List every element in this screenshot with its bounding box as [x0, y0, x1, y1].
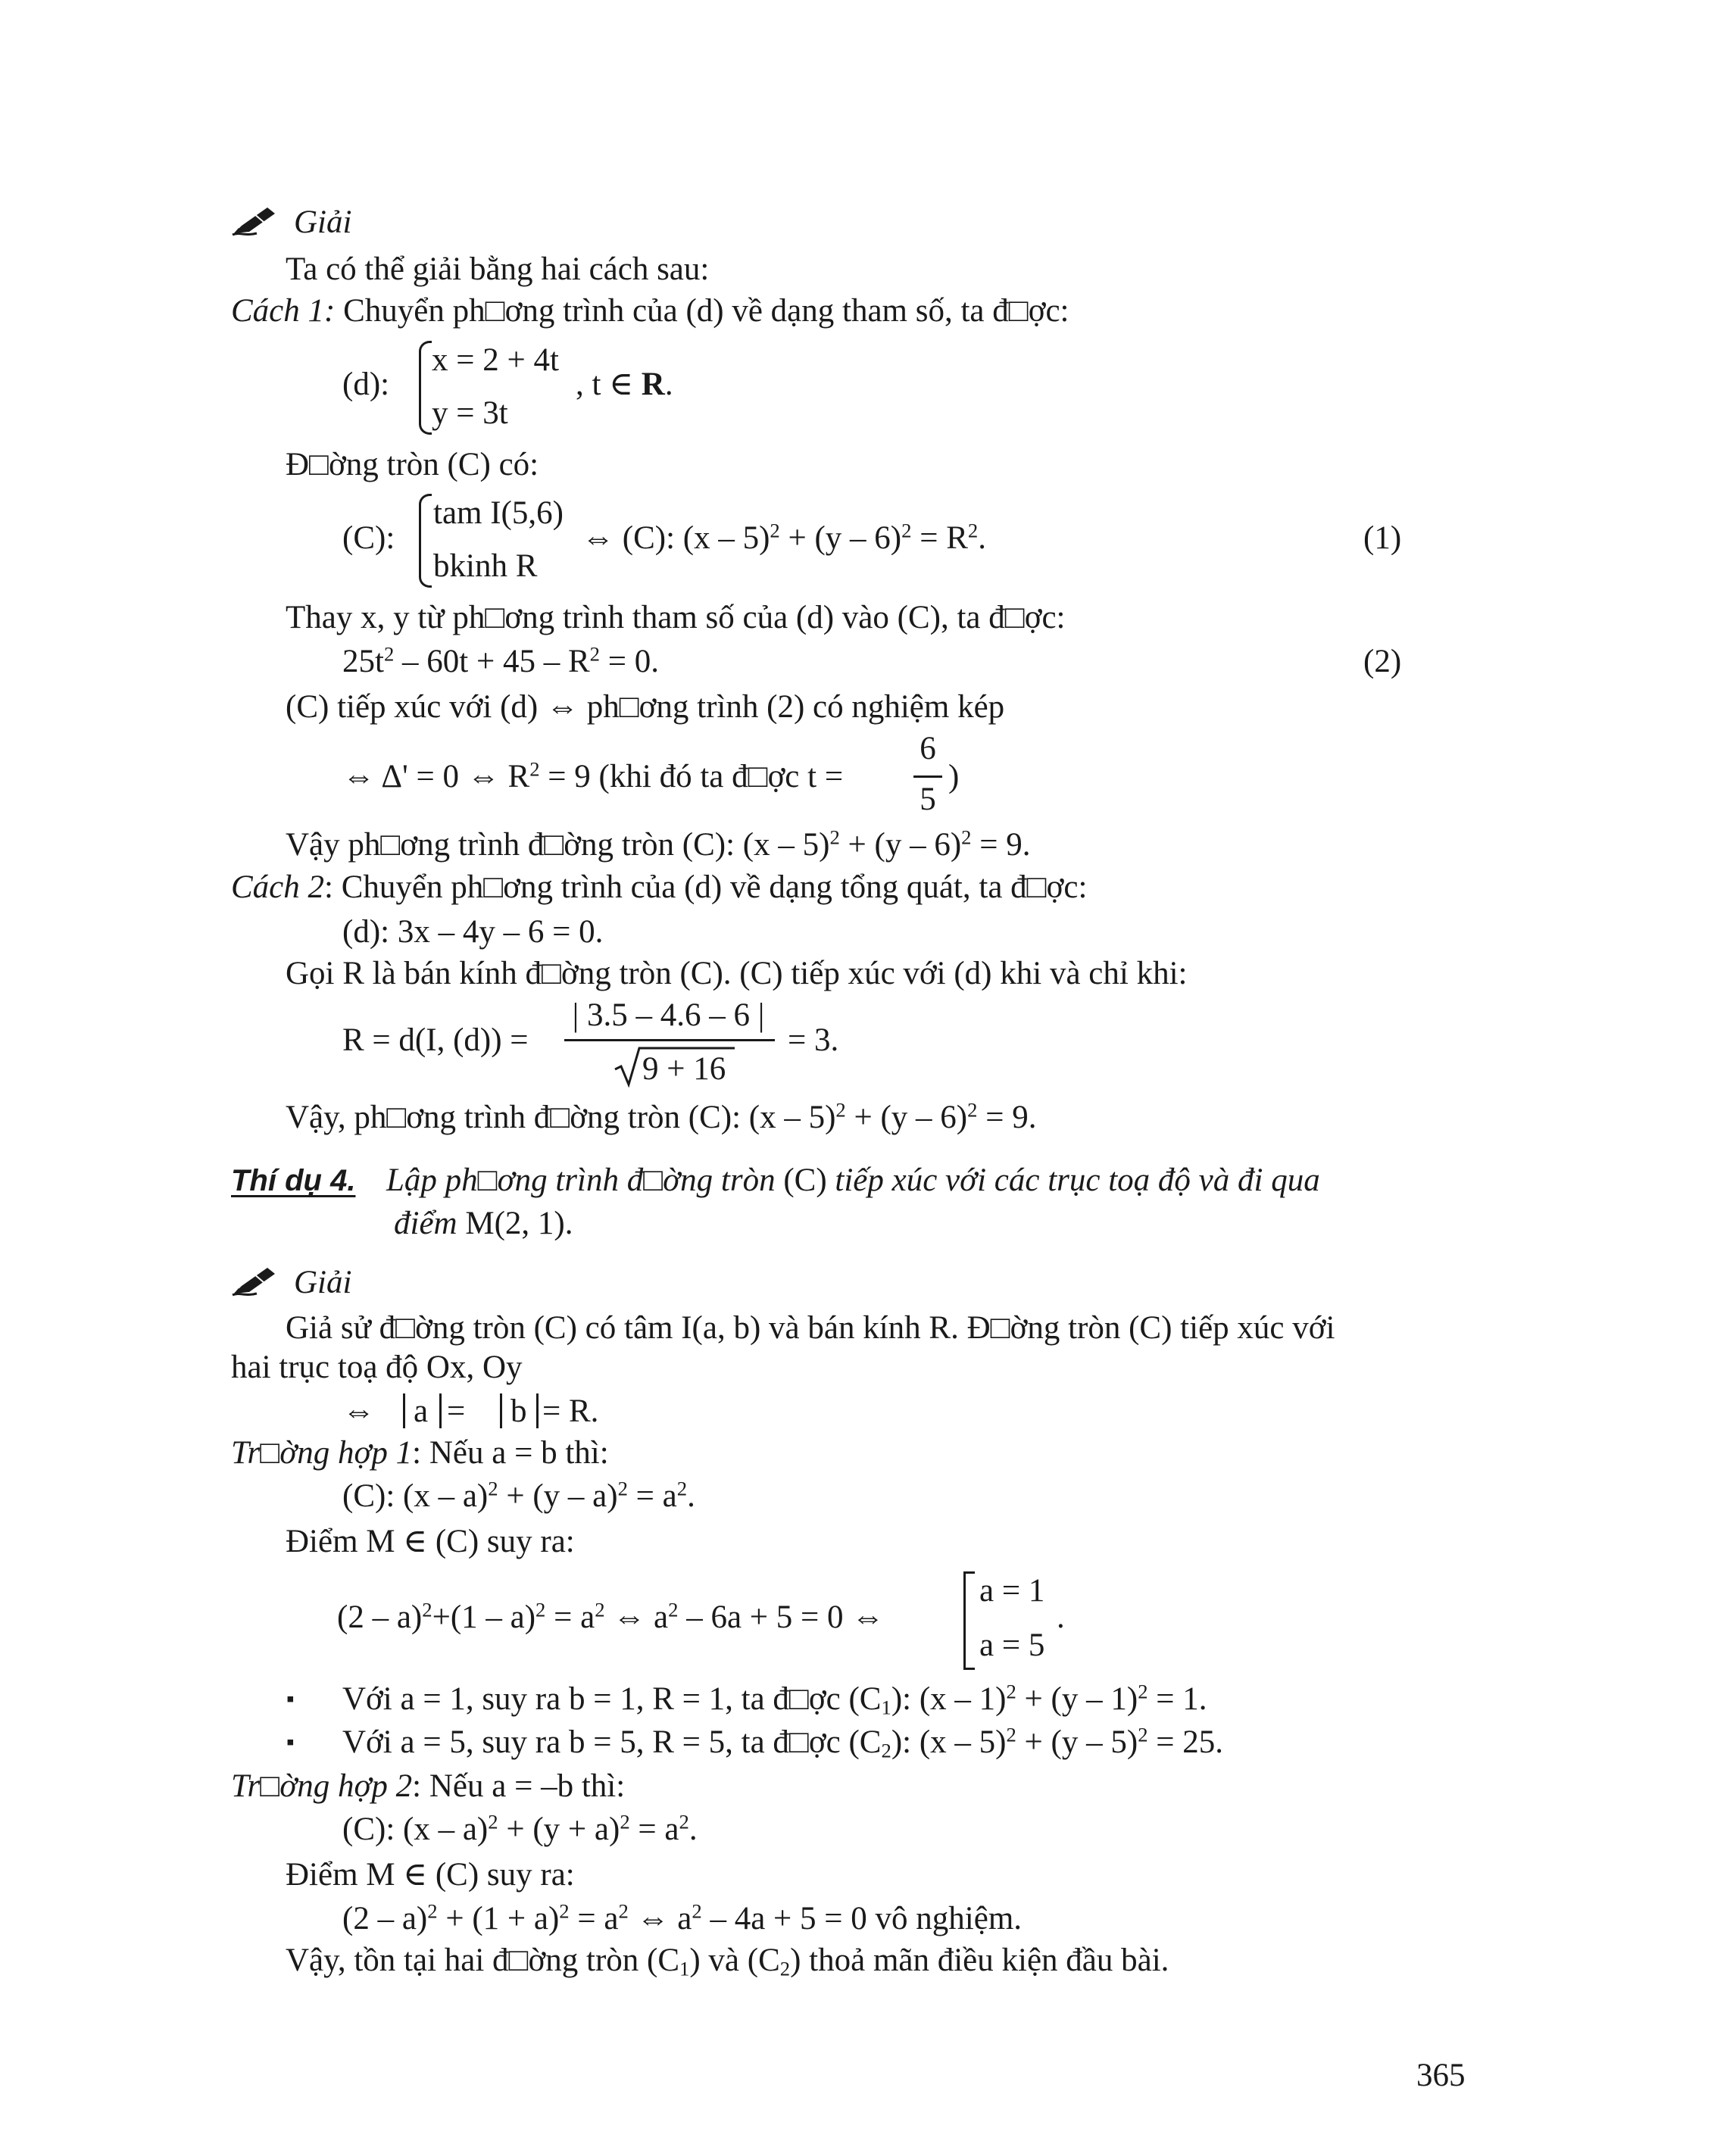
method2-label: Cách 2 [231, 869, 325, 905]
abs-bar [536, 1393, 539, 1428]
method1-text: Chuyển ph□ơng trình của (d) về dạng tham số, ta đ□ợc: [335, 293, 1069, 329]
fraction-bar [564, 1039, 775, 1041]
pencil-writing-icon [231, 1263, 279, 1297]
bullet-icon: ▪ [286, 1687, 295, 1712]
problem-line-1: Lập ph□ơng trình đ□ờng tròn (C) tiếp xúc với các trục toạ độ và đi qua [386, 1162, 1320, 1198]
quadratic-equation: $25t^2 - 60t + 45 - R^2 = 0$. [342, 642, 660, 679]
abs-equals: = [447, 1393, 466, 1429]
case2-line: Tr□ờng hợp 2: Nếu a = –b thì: [231, 1768, 626, 1804]
bullet-icon: ▪ [286, 1730, 295, 1755]
conclusion-2: Vậy, ph□ơng trình đ□ờng tròn (C): (x – 5)$^2$ + (y – 6)$^2$ = 9. [286, 1098, 1037, 1135]
case1-line: Tr□ờng hợp 1: Nếu a = b thì: [231, 1435, 609, 1471]
method2-text: : Chuyển ph□ơng trình của (d) về dạng tổng quát, ta đ□ợc: [324, 869, 1088, 905]
abs-b-value: b [510, 1393, 527, 1429]
intro-text: Ta có thể giải bằng hai cách sau: [286, 251, 710, 287]
abs-end: = R. [542, 1393, 599, 1429]
method1-line [231, 292, 1069, 331]
d-eq1: x = 2 + 4t [432, 342, 559, 378]
point-m-text-2: Điểm M ∈ (C) suy ra: [286, 1857, 575, 1893]
delta-line: ⇔ Δ' = 0 ⇔ $R^2 = 9$ (khi đó ta đ□ợc t = [342, 757, 844, 794]
c-prefix: (C): [342, 520, 395, 556]
assume-line-1: Giả sử đ□ờng tròn (C) có tâm I(a, b) và bán kính R. Đ□ờng tròn (C) tiếp xúc với [286, 1310, 1335, 1346]
d-eq2: y = 3t [432, 395, 508, 431]
case2-equation: (C): $(x - a)^2 + (y + a)^2 = a^2$. [342, 1810, 698, 1847]
example-heading: Thí dụ 4. [231, 1164, 356, 1197]
root-2: a = 5 [979, 1627, 1045, 1663]
final-conclusion: Vậy, tồn tại hai đ□ờng tròn $(C_1)$ và $(C_2)$ thoả mãn điều kiện đầu bài. [286, 1943, 1169, 1980]
solution-label: Giải [294, 204, 352, 240]
page-number: 365 [1416, 2058, 1466, 2093]
equation-number: (1) [1363, 520, 1402, 556]
method2-line [231, 868, 1087, 907]
fraction-bar [913, 775, 942, 778]
system-brace [419, 341, 432, 435]
tangent-condition: (C) tiếp xúc với (d) ⇔ ph□ơng trình (2) có nghiệm kép [286, 689, 1005, 725]
abs-bar [439, 1393, 442, 1428]
circle-has-text: Đ□ờng tròn (C) có: [286, 447, 539, 482]
solution-label: Giải [294, 1265, 352, 1300]
method1-label: Cách 1: [231, 293, 336, 329]
bullet-2-text: Với a = 5, suy ra b = 5, R = 5, ta đ□ợc $(C_2)$: (x – 5)$^2$ + (y – 5)$^2$ = 25. [342, 1723, 1224, 1762]
point-m-text: Điểm M ∈ (C) suy ra: [286, 1524, 575, 1559]
abs-bar [403, 1393, 405, 1428]
abs-equiv: ⇔ [342, 1393, 375, 1429]
problem-line-2: điểm M(2, 1). [394, 1206, 573, 1241]
c-radius: bkinh R [433, 548, 538, 584]
case1-solution: $(2 - a)^2+(1 - a)^2 = a^2$ ⇔ $a^2 - 6a + 5 = 0$ ⇔ [337, 1598, 885, 1635]
distance-numerator: | 3.5 – 4.6 – 6 | [572, 997, 765, 1033]
case1-equation: (C): $(x - a)^2 + (y - a)^2 = a^2$. [342, 1477, 695, 1514]
equation-number: (2) [1363, 644, 1402, 679]
d-prefix: (d): [342, 367, 390, 402]
conclusion-1: Vậy ph□ơng trình đ□ờng tròn (C): (x – 5)$^2$ + (y – 6)$^2$ = 9. [286, 825, 1031, 863]
distance-lhs: R = d(I, (d)) = [342, 1022, 529, 1058]
assume-line-2: hai trục toạ độ Ox, Oy [231, 1350, 523, 1385]
system-brace [419, 494, 432, 588]
substitution-text: Thay x, y từ ph□ơng trình tham số của (d) vào (C), ta đ□ợc: [286, 600, 1066, 635]
abs-bar [500, 1393, 502, 1428]
t-numerator: 6 [920, 731, 936, 766]
circle-equation: ⇔ (C): $(x - 5)^2 + (y - 6)^2 = R^2$. [582, 519, 986, 556]
abs-a-value: a [414, 1393, 429, 1429]
root-1: a = 1 [979, 1573, 1045, 1609]
delta-close: ) [948, 759, 960, 794]
t-denominator: 5 [920, 782, 936, 817]
distance-denominator: 9 + 16 [642, 1051, 726, 1087]
bullet-1-text: Với a = 1, suy ra b = 1, R = 1, ta đ□ợc $(C_1)$: (x – 1)$^2$ + (y – 1)$^2$ = 1. [342, 1680, 1207, 1719]
case-bracket [963, 1571, 975, 1670]
c-center: tam I(5,6) [433, 495, 564, 531]
d-param-domain: , t ∈ R. [576, 367, 673, 402]
case2-solution: $(2 - a)^2 + (1 + a)^2 = a^2$ ⇔ $a^2 - 4a + 5 = 0$ vô nghiệm. [342, 1899, 1023, 1936]
distance-rhs: = 3. [788, 1022, 839, 1058]
pencil-writing-icon [231, 203, 279, 236]
root-dot: . [1057, 1599, 1065, 1635]
radius-condition: Gọi R là bán kính đ□ờng tròn (C). (C) tiếp xúc với (d) khi và chỉ khi: [286, 956, 1188, 991]
general-equation: (d): 3x – 4y – 6 = 0. [342, 914, 604, 950]
